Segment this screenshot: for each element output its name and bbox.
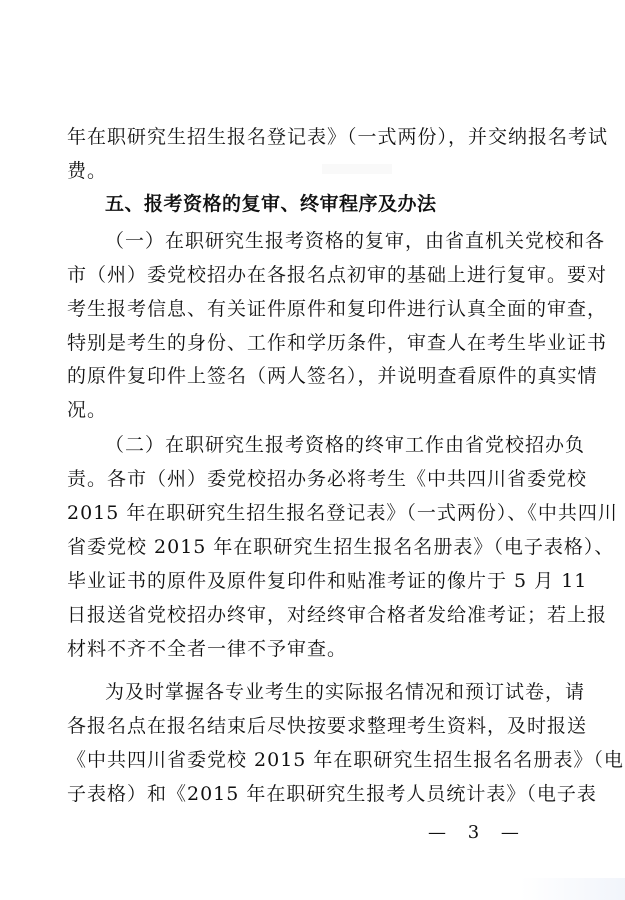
paragraph-line: 毕业证书的原件及原件复印件和贴准考证的像片于 5 月 11 (67, 570, 588, 592)
paragraph-line: 为及时掌握各专业考生的实际报名情况和预订试卷，请 (105, 681, 586, 703)
text-line: 费。 (67, 160, 108, 182)
paragraph-line: 材料不齐不全者一律不予审查。 (67, 638, 348, 660)
paragraph-line: （二）在职研究生报考资格的终审工作由省党校招办负 (105, 434, 586, 456)
paragraph-line: （一）在职研究生报考资格的复审，由省直机关党校和各 (105, 230, 606, 252)
paragraph-line: 日报送省党校招办终审，对经终审合格者发给准考证；若上报 (67, 604, 608, 626)
paragraph-line: 况。 (67, 399, 108, 421)
paragraph-line: 责。各市（州）委党校招办务必将考生《中共四川省委党校 (67, 468, 588, 490)
section-heading: 五、报考资格的复审、终审程序及办法 (105, 193, 437, 215)
paragraph-line: 考生报考信息、有关证件原件和复印件进行认真全面的审查， (67, 298, 608, 320)
scan-edge (520, 878, 625, 900)
paragraph-line: 省委党校 2015 年在职研究生招生报名名册表》（电子表格）、 (67, 536, 615, 558)
paragraph-line: 的原件复印件上签名（两人签名），并说明查看原件的真实情 (67, 365, 598, 387)
paragraph-line: 市（州）委党校招办在各报名点初审的基础上进行复审。要对 (67, 264, 608, 286)
paragraph-line: 《中共四川省委党校 2015 年在职研究生招生报名名册表》（电 (67, 749, 624, 771)
paragraph-line: 特别是考生的身份、工作和学历条件，审查人在考生毕业证书 (67, 332, 608, 354)
paragraph-line: 子表格）和《2015 年在职研究生报考人员统计表》（电子表 (67, 783, 597, 805)
paragraph-line: 2015 年在职研究生招生报名登记表》（一式两份）、《中共四川 (67, 502, 618, 524)
text-line: 年在职研究生招生报名登记表》（一式两份），并交纳报名考试 (67, 126, 609, 148)
page-number: — 3 — (428, 822, 527, 843)
paragraph-line: 各报名点在报名结束后尽快按要求整理考生资料，及时报送 (67, 715, 588, 737)
